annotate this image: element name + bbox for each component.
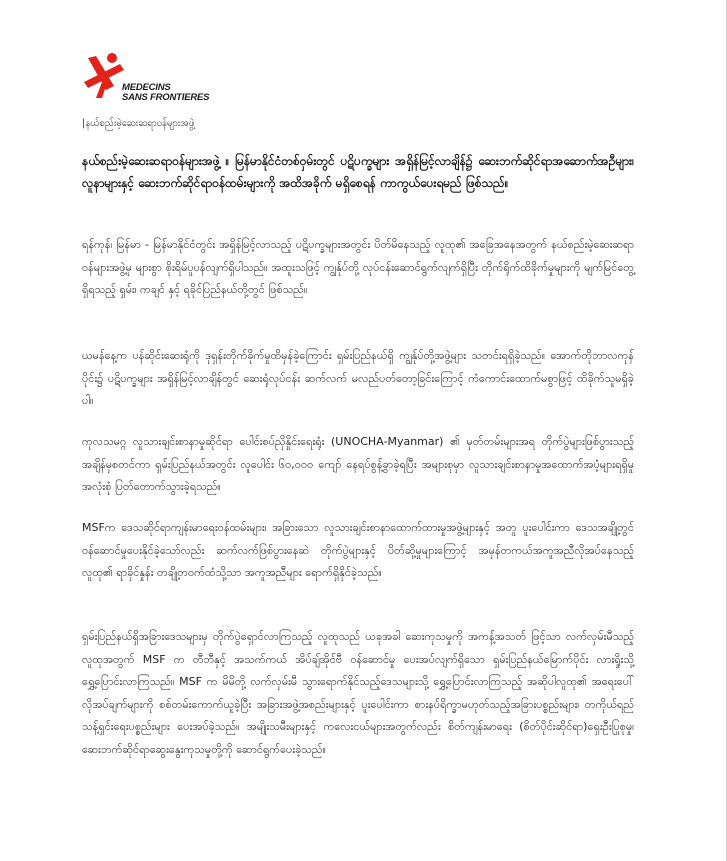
paragraph-3: ကုလသမဂ္ဂ လူသားချင်းစာနာမှုဆိုင်ရာ ပေါင်းစပ်ညှိနှိုင်းရေးရုံး (UNOCHA-Myanmar) ၏ မှတ်တမ်းများအရ တိုက်ပွဲများဖြစ်ပွားသည့်အချိန်မှစတင်ကာ ရှမ်းပြည်နယ်အတွင်း လူပေါင်း ၆၀,၀၀၀ ကျော် နေရပ်စွန့်ခွာခဲ့ရပြီး အများစုမှာ လူသားချင်းစာနာမှုအထောက်အပံ့များရရှိမှု အလုံးစုံ ပြတ်တောက်သွားခဲ့ရသည်။ [82, 435, 634, 493]
msf-logo [82, 52, 212, 108]
logo-line-2: SANS FRONTIERES [122, 92, 210, 103]
paragraph-1: ရန်ကုန်၊ မြန်မာ - မြန်မာနိုင်ငံတွင်း အရှိန်မြင့်လာသည့် ပဋိပက္ခများအတွင်း ပိတ်မိနေသည့် လူထု၏ အခြေအနေအတွက် နယ်စည်းမဲ့ဆေးဆရာဝန်များအဖွဲ့မှ များစွာ စိုးရိမ်ပူပန်လျက်ရှိပါသည်။ အထူးသဖြင့် ကျွန်ုပ်တို့ လုပ်ငန်းဆောင်ရွက်လျက်ရှိပြီး တိုက်ရိုက်ထိခိုက်မှုများကို မျက်မြင်တွေ့ရှိရသည့် ရှမ်း၊ ကချင် နှင့် ရခိုင်ပြည်နယ်တို့တွင် ဖြစ်သည်။ [82, 238, 634, 296]
paragraph-2: ယမန်နေ့က ပန်ဆိုင်းဆေးရုံကို ဒုရှန်းတိုက်ခိုက်မှုထိမှန်ခဲ့ကြောင်း ရှမ်းပြည်နယ်ရှိ ကျွန်ုပ်တို့အဖွဲ့များ သတင်းရရှိခဲ့သည်။ အောက်တိုဘာလကုန်ပိုင်း၌ ပဋိပက္ခများ အရှိန်မြင့်လာချိန်တွင် ဆေးရုံလုပ်ငန်း ဆက်လက် မလည်ပတ်တော့ခြင်းကြောင့် ကံကောင်းထောက်မစွာဖြင့် ထိခိုက်သူမရှိခဲ့ပါ။ [82, 349, 634, 407]
logo-line-1: MEDECINS [122, 82, 171, 93]
msf-running-figure-icon [82, 52, 126, 100]
paragraph-5: ရှမ်းပြည်နယ်ရှိအခြားဒေသများမှ တိုက်ပွဲရှောင်လာကြသည့် လူထုသည် ယခုအခါ ဆေးကုသမှုကို အကန့်အသတ် ဖြင့်သာ လက်လှမ်းမီသည့်လူထုအတွက် MSF က တီဘီနှင့် အသက်ကယ် အိပ်ချ်အိုင်ဗီ ဝန်ဆောင်မှု ပေးအပ်လျက်ရှိသော ရှမ်းပြည်နယ်မြောက်ပိုင်း လားရှိုးသို့ ရွှေ့ပြောင်းလာကြသည်။ MSF က မိမိတို့ လက်လှမ်းမီ သွားရောက်နိုင်သည့်ဒေသများသို့ ရွှေ့ပြောင်းလာကြသည့် အဆိုပါလူထု၏ အရေးပေါ်လိုအပ်ချက်များကို စစ်တမ်းကောက်ယူခဲ့ပြီး အခြားအဖွဲ့အစည်းများနှင့် ပူးပေါင်းကာ စားနပ်ရိက္ခာမဟုတ်သည့်အခြားပစ္စည်းများ၊ တကိုယ်ရည်သန့်ရှင်းရေးပစ္စည်းများ ပေးအပ်ခဲ့သည်။ အမျိုးသမီးများနှင့် ကလေးငယ်များအတွက်လည်း စိတ်ကျန်းမာရေး (စိတ်ပိုင်းဆိုင်ရာ)ရှေးဦးပြုစုမှု၊ ဆေးဘက်ဆိုင်ရာဆွေးနွေးကုသမှုတို့ကို ဆောင်ရွက်ပေးခဲ့သည်။ [82, 630, 634, 756]
msf-logo-text [122, 83, 209, 103]
headline: နယ်စည်းမဲ့ဆေးဆရာဝန်များအဖွဲ့ ။ မြန်မာနိုင်ငံတစ်ဝှမ်းတွင် ပဋိပက္ခများ အရှိန်မြင့်လာချိန်၌ ဆေးဘက်ဆိုင်ရာအဆောက်အဦများ၊ လူနာများနှင့် ဆေးဘက်ဆိုင်ရာဝန်ထမ်းများကို အထိအခိုက် မရှိစေရန် ကာကွယ်ပေးရမည် ဖြစ်သည်။ [82, 154, 634, 190]
paragraph-4: MSFက ဒေသဆိုင်ရာကျန်းမာရေးဝန်ထမ်းများ၊ အခြားသော လူသားချင်းစာနာထောက်ထားမှုအဖွဲ့များနှင့် အတူ ပူးပေါင်းကာ ဒေသအချို့တွင် ဝန်ဆောင်မှုပေးနိုင်ခဲ့သော်လည်း ဆက်လက်ဖြစ်ပွားနေဆဲ တိုက်ပွဲများနှင့် ပိတ်ဆို့မှုများကြောင့် အမှန်တကယ်အကူအညီလိုအပ်နေသည့် လူထု၏ ရာခိုင်နှုန်း တချို့တဝက်ထံသို့သာ အကူအညီများ ရောက်ရှိနိုင်ခဲ့သည်။ [82, 521, 634, 579]
organization-label: |နယ်စည်းမဲ့ဆေးဆရာဝန်များအဖွဲ့ [82, 118, 195, 129]
